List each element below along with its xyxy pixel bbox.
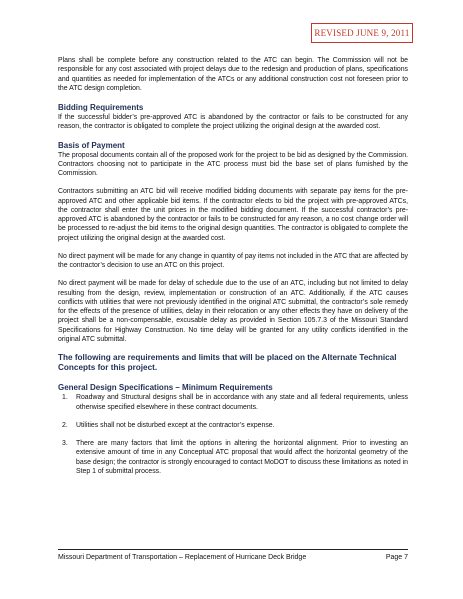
revision-stamp: REVISED JUNE 9, 2011: [311, 23, 413, 43]
page-number: Page 7: [385, 554, 408, 561]
payment-paragraph-1: The proposal documents contain all of the proposed work for the project to be bid as designed by the Commission. Contractors choosing not to participate in the ATC process must bid the base set of plans furnished by the Commission.: [58, 151, 408, 177]
document-body: [58, 56, 408, 485]
intro-paragraph: Plans shall be complete before any construction related to the ATC can begin. The Commission will not be responsible for any cost associated with project delays due to the redesign and production of plans, specifications and quantities as needed for implementation of the ATCs or any additional construction cost not foreseen prior to the ATC design completion.: [58, 57, 408, 92]
list-item-text: Roadway and Structural designs shall be in accordance with any state and all federal requirements, unless otherwise specified elsewhere in these contract documents.: [76, 394, 408, 411]
payment-heading: Basis of Payment: [58, 140, 125, 150]
list-item-number: 3.: [62, 440, 68, 448]
list-item-number: 1.: [62, 394, 68, 402]
payment-paragraph-3: No direct payment will be made for any change in quantity of pay items not included in the ATC that are affected by the contractor’s decision to use an ATC on this project.: [58, 252, 408, 269]
requirements-list: [58, 393, 408, 476]
payment-paragraph-4: No direct payment will be made for delay of schedule due to the use of an ATC, including but not limited to delay resulting from the design, review, implementation or construction of an ATC. Additionally, if the ATC causes conflicts with utilities that were not previously identified in the original ATC submittal, the contractor’s sole remedy for the effects of the presence of utilities, delay in their relocation or any other effects they have on delivery of the project shall be a non-compensable, excusable delay as provided in Section 105.7.3 of the Missouri Standard Specifications for Highway Construction. No time delay will be granted for any utility conflicts identified in the original ATC submittal.: [58, 280, 408, 343]
requirements-heading: The following are requirements and limits that will be placed on the Alternate Technical Concepts for this project.: [58, 353, 397, 373]
list-item-text: There are many factors that limit the options in altering the horizontal alignment. Prior to investing an extensive amount of time in any Conceptual ATC proposal that would affect the horizontal geometry of the base design; the contractor is strongly encouraged to contact MoDOT to discuss these limitations as noted in Step 1 of submittal process.: [76, 440, 408, 475]
general-design-heading: General Design Specifications – Minimum Requirements: [58, 383, 273, 393]
list-item: [58, 439, 408, 476]
list-item: [58, 393, 408, 412]
list-item: [58, 421, 408, 430]
payment-paragraph-2: Contractors submitting an ATC bid will receive modified bidding documents with separate pay items for the pre-approved ATC and other applicable bid items. If the contractor elects to bid the project with pre-approved ATCs, the contractor shall enter the unit prices in the modified bidding document. If the successful contractor’s pre-approved ATC is abandoned by the contractor or fails to be constructed for any reason, a no cost change order will be processed to re-adjust the bid items to the original design quantities. The contractor is obligated to complete the project utilizing the original design at the awarded cost.: [58, 188, 408, 242]
list-item-number: 2.: [62, 421, 68, 429]
bidding-paragraph: If the successful bidder’s pre-approved ATC is abandoned by the contractor or fails to be constructed for any reason, the contractor is obligated to complete the project utilizing the original design at the awarded cost.: [58, 114, 408, 131]
list-item-text: Utilities shall not be disturbed except at the contractor’s expense.: [76, 421, 275, 429]
bidding-heading: Bidding Requirements: [58, 103, 144, 112]
footer-title: Missouri Department of Transportation – Replacement of Hurricane Deck Bridge: [58, 554, 307, 561]
page-footer: [58, 549, 408, 562]
